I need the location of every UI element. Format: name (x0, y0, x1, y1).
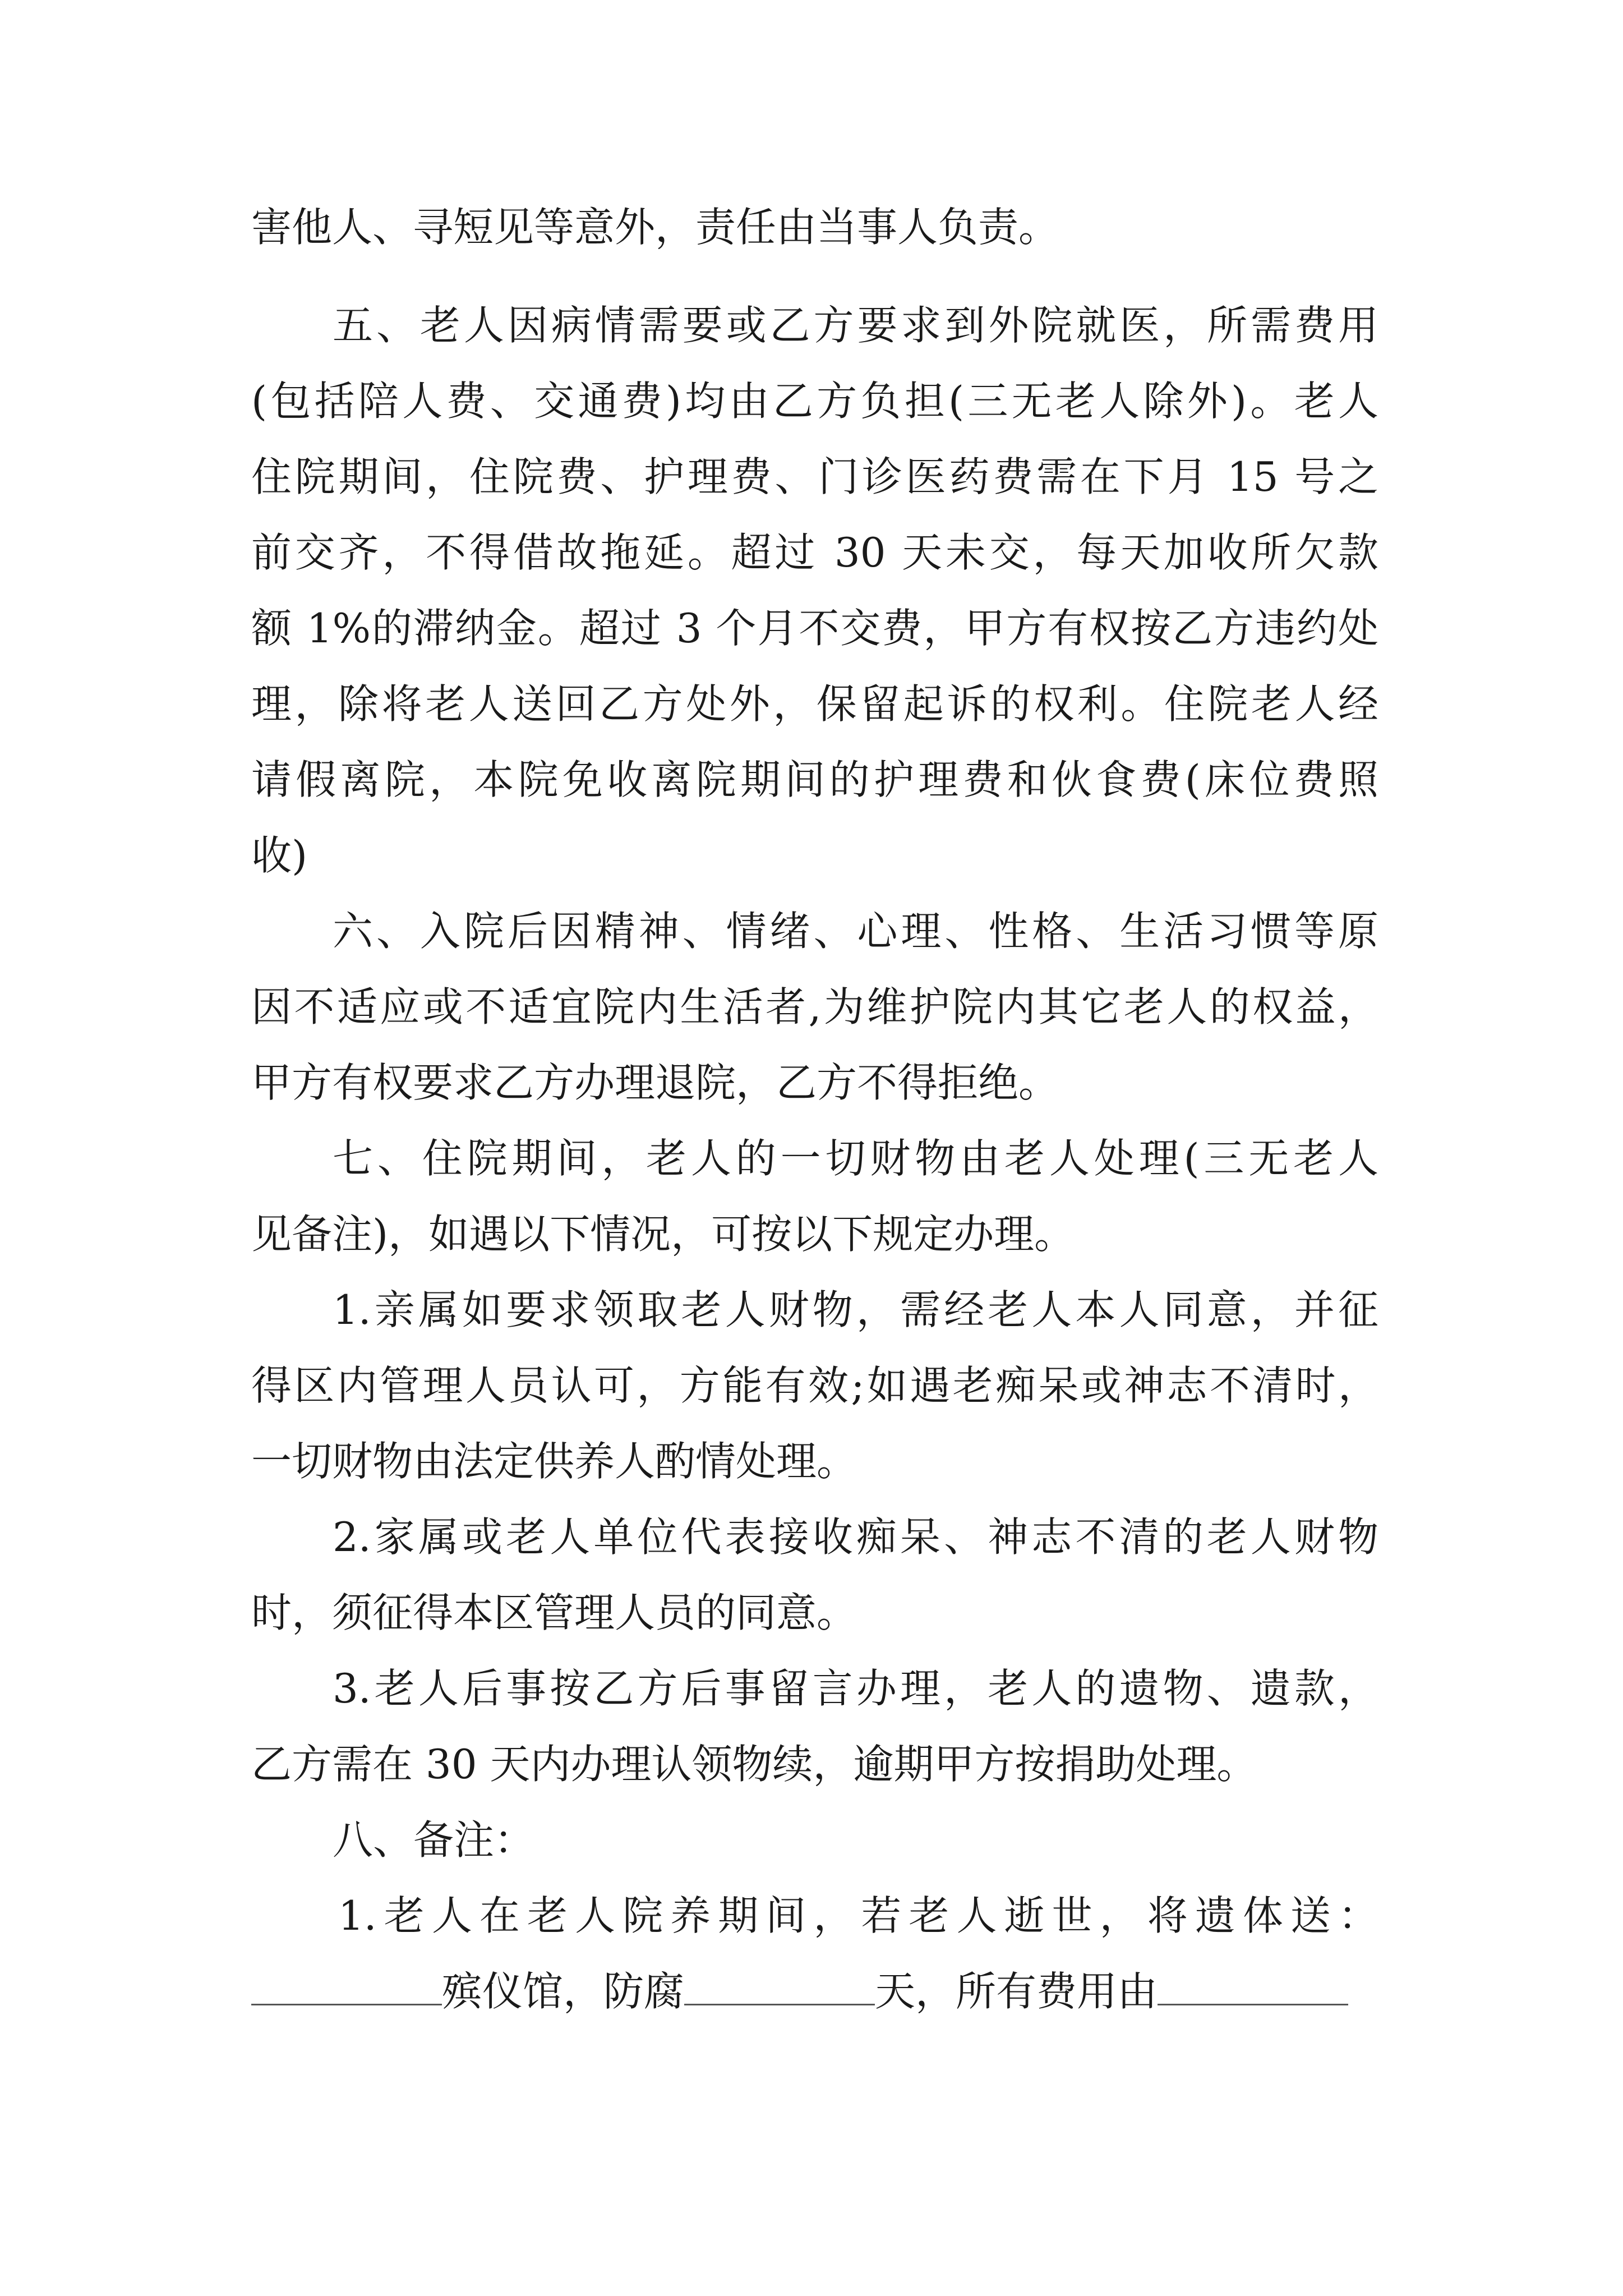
text-line: 乙方需在 30 天内办理认领物续，逾期甲方按捐助处理。 (251, 1741, 1257, 1788)
text-line: 得区内管理人员认可，方能有效;如遇老痴呆或神志不清时， (251, 1362, 1378, 1409)
text-line: 见备注)，如遇以下情况，可按以下规定办理。 (251, 1211, 1075, 1258)
text-line: 请假离院，本院免收离院期间的护理费和伙食费(床位费照 (251, 756, 1378, 803)
text-line: (包括陪人费、交通费)均由乙方负担(三无老人除外)。老人 (251, 378, 1378, 425)
text-line: 前交齐，不得借故拖延。超过 30 天未交，每天加收所欠款 (251, 529, 1378, 576)
text-line: 3.老人后事按乙方后事留言办理，老人的遗物、遗款， (333, 1665, 1378, 1712)
text-line: 甲方有权要求乙方办理退院，乙方不得拒绝。 (251, 1059, 1059, 1106)
text-line: 害他人、寻短见等意外，责任由当事人负责。 (251, 204, 1059, 251)
text-line: 1.亲属如要求领取老人财物，需经老人本人同意，并征 (333, 1286, 1378, 1333)
blank-field[interactable] (1158, 1964, 1348, 2005)
blank-field[interactable] (684, 1964, 875, 2005)
text-line: 住院期间，住院费、护理费、门诊医药费需在下月 15 号之 (251, 453, 1378, 500)
text-line: 2.家属或老人单位代表接收痴呆、神志不清的老人财物 (333, 1513, 1378, 1561)
text-line: 收) (251, 832, 308, 879)
fill-in-line (251, 1963, 1378, 2019)
text-line: 五、老人因病情需要或乙方要求到外院就医，所需费用 (333, 302, 1378, 349)
blank-field[interactable] (251, 1964, 442, 2005)
section-heading: 八、备注： (333, 1816, 535, 1864)
text-line: 一切财物由法定供养人酌情处理。 (251, 1438, 857, 1485)
text-segment: 天，所有费用由 (875, 1968, 1158, 2015)
text-line: 时，须征得本区管理人员的同意。 (251, 1589, 857, 1636)
text-line: 1.老人在老人院养期间，若老人逝世，将遗体送： (338, 1892, 1378, 1939)
text-line: 因不适应或不适宜院内生活者,为维护院内其它老人的权益， (251, 983, 1378, 1030)
text-segment: 殡仪馆，防腐 (442, 1968, 685, 2015)
text-line: 额 1%的滞纳金。超过 3 个月不交费，甲方有权按乙方违约处 (251, 605, 1378, 652)
text-line: 六、入院后因精神、情绪、心理、性格、生活习惯等原 (333, 908, 1378, 955)
text-line: 理，除将老人送回乙方处外，保留起诉的权利。住院老人经 (251, 680, 1378, 728)
text-line: 七、住院期间，老人的一切财物由老人处理(三无老人 (333, 1135, 1378, 1182)
